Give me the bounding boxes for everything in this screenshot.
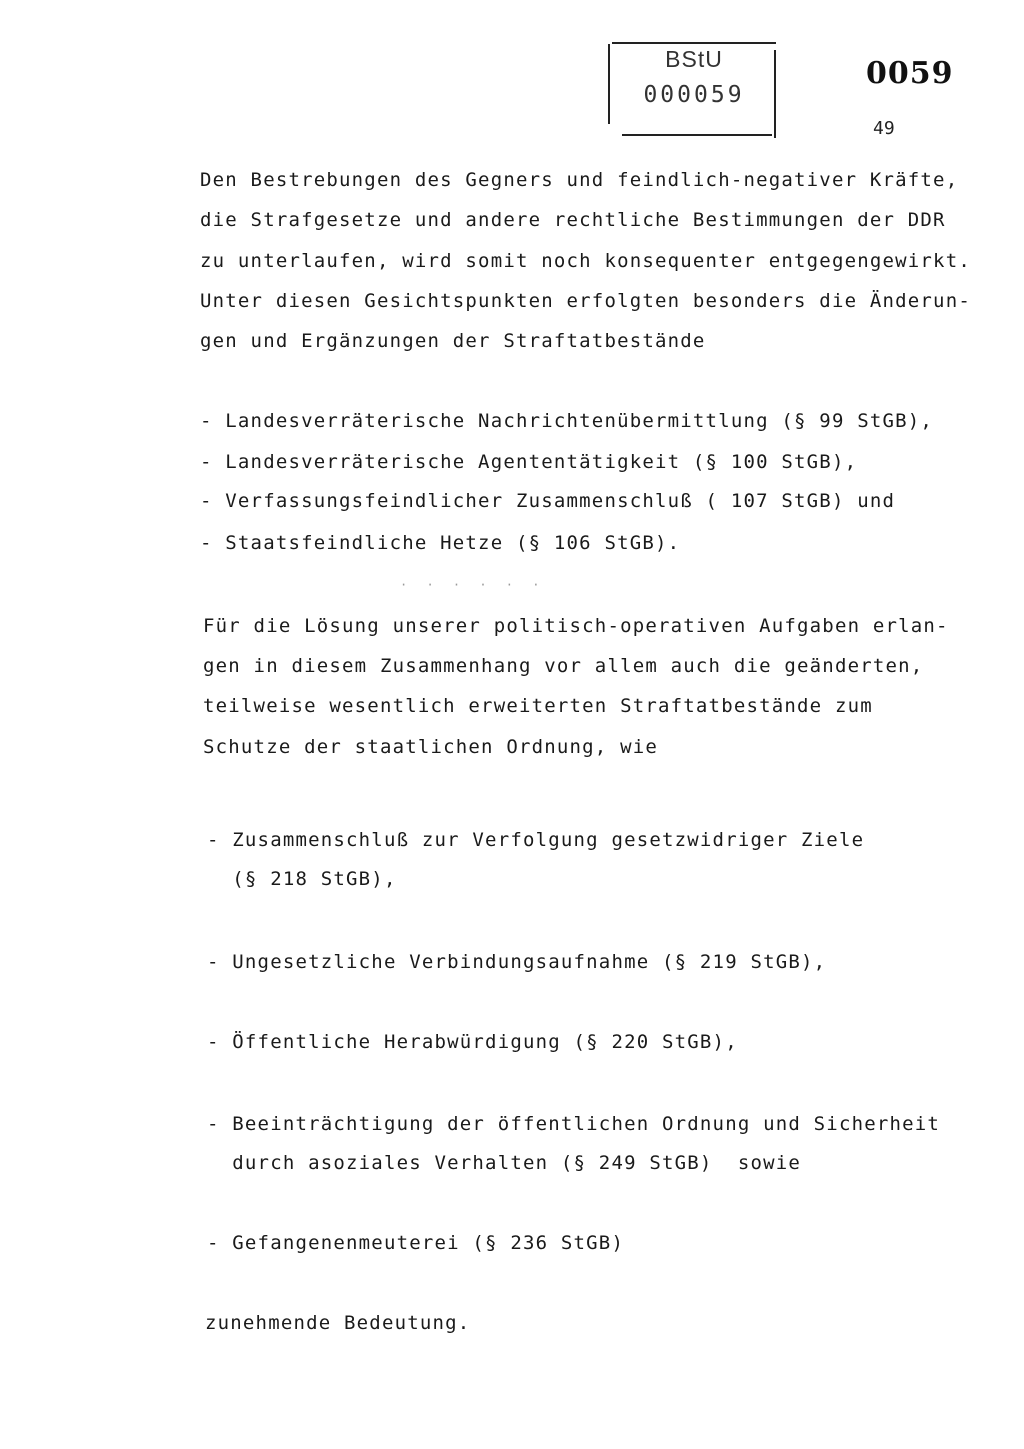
paragraph-line: gen und Ergänzungen der Straftatbestände xyxy=(200,330,706,352)
list-item: - Beeinträchtigung der öffentlichen Ordnung und Sicherheit xyxy=(207,1113,941,1135)
list-item-continuation: (§ 218 StGB), xyxy=(207,868,397,890)
list-item: - Ungesetzliche Verbindungsaufnahme (§ 219 StGB), xyxy=(207,951,827,973)
stamp-border-bottom xyxy=(622,134,772,136)
list-item: - Gefangenenmeuterei (§ 236 StGB) xyxy=(207,1232,625,1254)
list-item: - Landesverräterische Agententätigkeit (§ 100 StGB), xyxy=(200,451,858,473)
paragraph-line: die Strafgesetze und andere rechtliche Bestimmungen der DDR xyxy=(200,209,946,231)
paragraph-line: Für die Lösung unserer politisch-operativen Aufgaben erlan- xyxy=(203,615,949,637)
page-number: 49 xyxy=(873,118,895,139)
stamp-border-top xyxy=(612,42,776,44)
stamp-label: BStU xyxy=(665,46,723,72)
list-item-continuation: durch asoziales Verhalten (§ 249 StGB) sowie xyxy=(207,1152,802,1174)
list-item: - Öffentliche Herabwürdigung (§ 220 StGB), xyxy=(207,1031,738,1053)
closing-line: zunehmende Bedeutung. xyxy=(205,1312,471,1334)
paragraph-line: zu unterlaufen, wird somit noch konsequenter entgegengewirkt. xyxy=(200,250,971,272)
paragraph-line: Unter diesen Gesichtspunkten erfolgten besonders die Änderun- xyxy=(200,290,971,312)
list-item: - Verfassungsfeindlicher Zusammenschluß ( 107 StGB) und xyxy=(200,490,896,512)
paragraph-line: Den Bestrebungen des Gegners und feindlich-negativer Kräfte, xyxy=(200,169,959,191)
archive-stamp xyxy=(612,42,776,134)
scan-speckle: · · · · · · xyxy=(400,578,546,592)
paragraph-line: teilweise wesentlich erweiterten Straftatbestände zum xyxy=(203,695,873,717)
list-item: - Staatsfeindliche Hetze (§ 106 StGB). xyxy=(200,532,681,554)
list-item: - Landesverräterische Nachrichtenübermittlung (§ 99 StGB), xyxy=(200,410,934,432)
list-item: - Zusammenschluß zur Verfolgung gesetzwidriger Ziele xyxy=(207,829,865,851)
archive-page-number: 0059 xyxy=(866,56,954,91)
paragraph-line: gen in diesem Zusammenhang vor allem auch die geänderten, xyxy=(203,655,924,677)
stamp-number: 000059 xyxy=(643,82,745,108)
paragraph-line: Schutze der staatlichen Ordnung, wie xyxy=(203,736,659,758)
stamp-border-left xyxy=(608,44,610,124)
